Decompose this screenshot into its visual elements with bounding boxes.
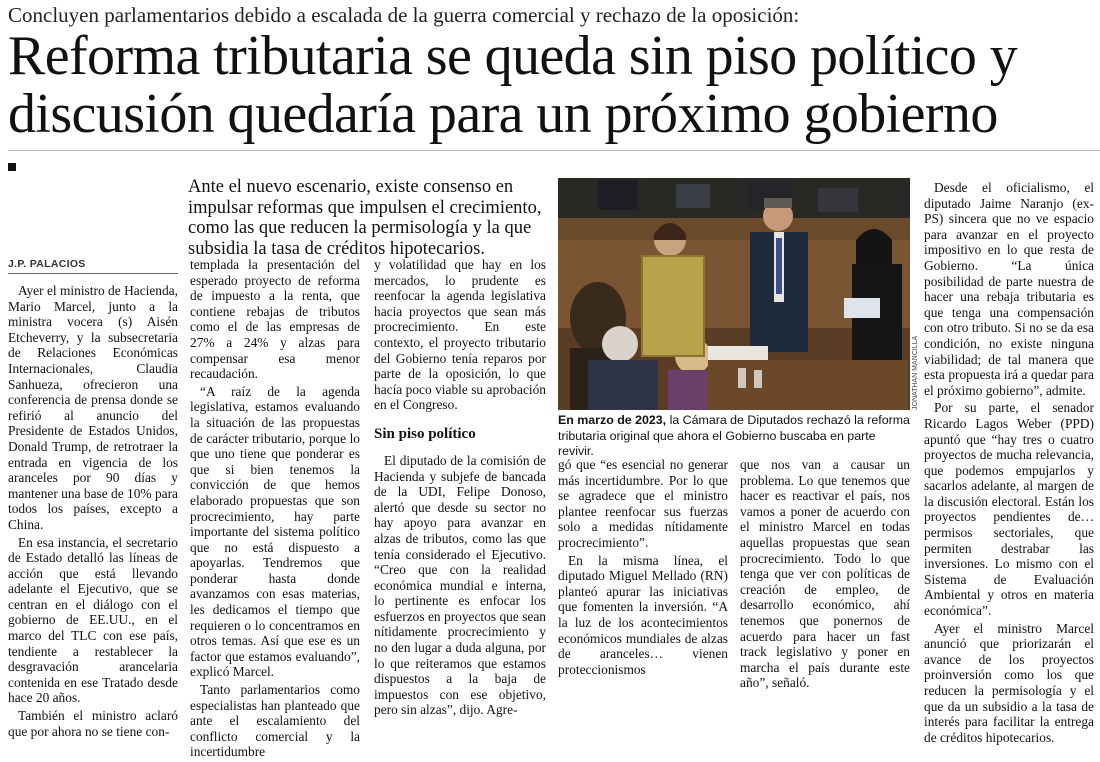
paragraph: Por su parte, el senador Ricardo Lagos Weber (PPD) apuntó que “hay tres o cuatro proyectos de mucha relevancia, que podemos empujarlos y sacarlos adelante, al margen de la discusión electoral. Están los proyectos pendientes de… permisos sectoriales, que permiten destrabar las inversiones. Lo mismo con el Sistema de Evaluación Ambiental y otros en materia económica”. (924, 400, 1094, 619)
article-byline: J.P. PALACIOS (8, 258, 178, 274)
article-lead: Ante el nuevo escenario, existe consenso en impulsar reformas que impulsen el crecimiento, como las que reducen la permisología y la que subsidia la tasa de créditos hipotecarios. (188, 177, 542, 259)
body-column-4 (558, 457, 728, 679)
paragraph: Ayer el ministro de Hacienda, Mario Marcel, junto a la ministra vocera (s) Aisén Etcheverry, y la subsecretaria de Relaciones Económicas Internacionales, Claudia Sanhueza, ofrecieron una conferencia de prensa donde se refirió al anuncio del Presidente de Estados Unidos, Donald Trump, de retrotraer la entrada en vigencia de los aranceles por 90 días y mantener una base de 10% para todos los países, excepto a China. (8, 283, 178, 532)
article-kicker: Concluyen parlamentarios debido a escalada de la guerra comercial y rechazo de la oposición: (8, 3, 800, 27)
body-column-6 (924, 180, 1094, 747)
section-marker (8, 163, 16, 171)
headline-line-1: Reforma tributaria se queda sin piso político y (8, 25, 1018, 87)
paragraph: En la misma línea, el diputado Miguel Mellado (RN) planteó apurar las iniciativas que fomenten la inversión. “A la luz de los acontecimientos económicos mundiales de alzas de aranceles… vienen proteccionismos (558, 552, 728, 677)
paragraph: Ayer el ministro Marcel anunció que priorizarán el avance de los proyectos proinversión como los que reducen la permisología y el que da un subsidio a la tasa de interés para facilitar la entrega de créditos hipotecarios. (924, 620, 1094, 745)
paragraph: También el ministro aclaró que por ahora no se tiene con- (8, 708, 178, 739)
paragraph: Tanto parlamentarios como especialistas han planteado que ante el escalamiento del conflicto comercial y la incertidumbre (190, 682, 360, 760)
caption-date: En marzo de 2023, (558, 413, 667, 427)
paragraph: templada la presentación del esperado proyecto de reforma de impuesto a la renta, que contiene rebajas de tributos como el de las empresas de 27% a 24% y alzas para compensar esa menor recaudación. (190, 257, 360, 382)
body-column-3 (374, 257, 546, 720)
body-column-5 (740, 457, 910, 693)
body-column-1 (8, 283, 178, 741)
body-column-2 (190, 257, 360, 762)
paragraph: gó que “es esencial no generar más incertidumbre. Por lo que se agradece que el ministro plantee reenfocar sus fuerzas solo a medidas nítidamente procrecimiento”. (558, 457, 728, 550)
photo-caption (558, 413, 910, 460)
caption-text: la Cámara de Diputados rechazó la reforma tributaria original que ahora el Gobierno buscaba en parte revivir. (558, 413, 910, 458)
photo-credit: JONATHAN MANCILLA (912, 335, 919, 410)
paragraph: En esa instancia, el secretario de Estado detalló las líneas de acción que está llevando adelante el Ejecutivo, que se centran en el diálogo con el gobierno de EE.UU., en el marco del TLC con ese país, tendiente a restablecer la desgravación arancelaria contenida en ese Tratado desde hace 20 años. (8, 534, 178, 706)
subheading: Sin piso político (374, 425, 476, 442)
paragraph: que nos van a causar un problema. Lo que tenemos que hacer es reactivar el país, nos vamos a poner de acuerdo con el ministro Marcel en todas aquellas propuestas que sean procrecimiento. Todo lo que tenga que ver con políticas de creación de empleo, de desarrollo económico, ahí tenemos que ponernos de acuerdo para hacer un fast track legislativo y poner en marcha el país durante este año”, señaló. (740, 457, 910, 691)
section-divider (8, 150, 1100, 151)
paragraph: y volatilidad que hay en los mercados, lo prudente es reenfocar la agenda legislativa hacia proyectos que sean más procrecimiento. En este contexto, el proyecto tributario del Gobierno tenía reparos por parte de la oposición, lo que hacía poco viable su aprobación en el Congreso. (374, 257, 546, 413)
paragraph: El diputado de la comisión de Hacienda y subjefe de bancada de la UDI, Felipe Donoso, alertó que desde su sector no hay apoyo para avanzar en alzas de tributos, como las que tenía considerado el Ejecutivo. “Creo que con la realidad económica mundial e interna, lo pertinente es enfocar los esfuerzos en proyectos que sean nítidamente procrecimiento y no den lugar a duda alguna, por lo que reiteramos que estamos dispuestos a la baja de impuestos con ese objetivo, pero sin alzas”, dijo. Agre- (374, 452, 546, 718)
article-headline (8, 27, 1098, 143)
news-photo (558, 178, 910, 410)
paragraph: Desde el oficialismo, el diputado Jaime Naranjo (ex-PS) sincera que no ve espacio para avanzar en el proyecto impositivo en lo que resta de Gobierno. “La única posibilidad de parte nuestra de hacer una rebaja tributaria es que tenga una compensación con otro tributo. Si no se da esa condición, no existe ninguna viabilidad; de tal manera que esta propuesta irá a quedar para el próximo gobierno”, admite. (924, 180, 1094, 398)
headline-line-2: discusión quedaría para un próximo gobierno (8, 83, 998, 145)
paragraph: “A raíz de la agenda legislativa, estamos evaluando la situación de las propuestas de carácter tributario, porque lo que uno tiene que ponderar es que si bien tenemos la convicción de que hemos elaborado propuestas que son procrecimiento, hay parte importante del sistema político que no está dispuesto a apoyarlas. Tendremos que ponderar hasta donde avanzamos con esas materias, les dedicamos el tiempo que requieren o lo concentramos en otros temas. Así que ese es un factor que estamos evaluando”, explicó Marcel. (190, 383, 360, 680)
